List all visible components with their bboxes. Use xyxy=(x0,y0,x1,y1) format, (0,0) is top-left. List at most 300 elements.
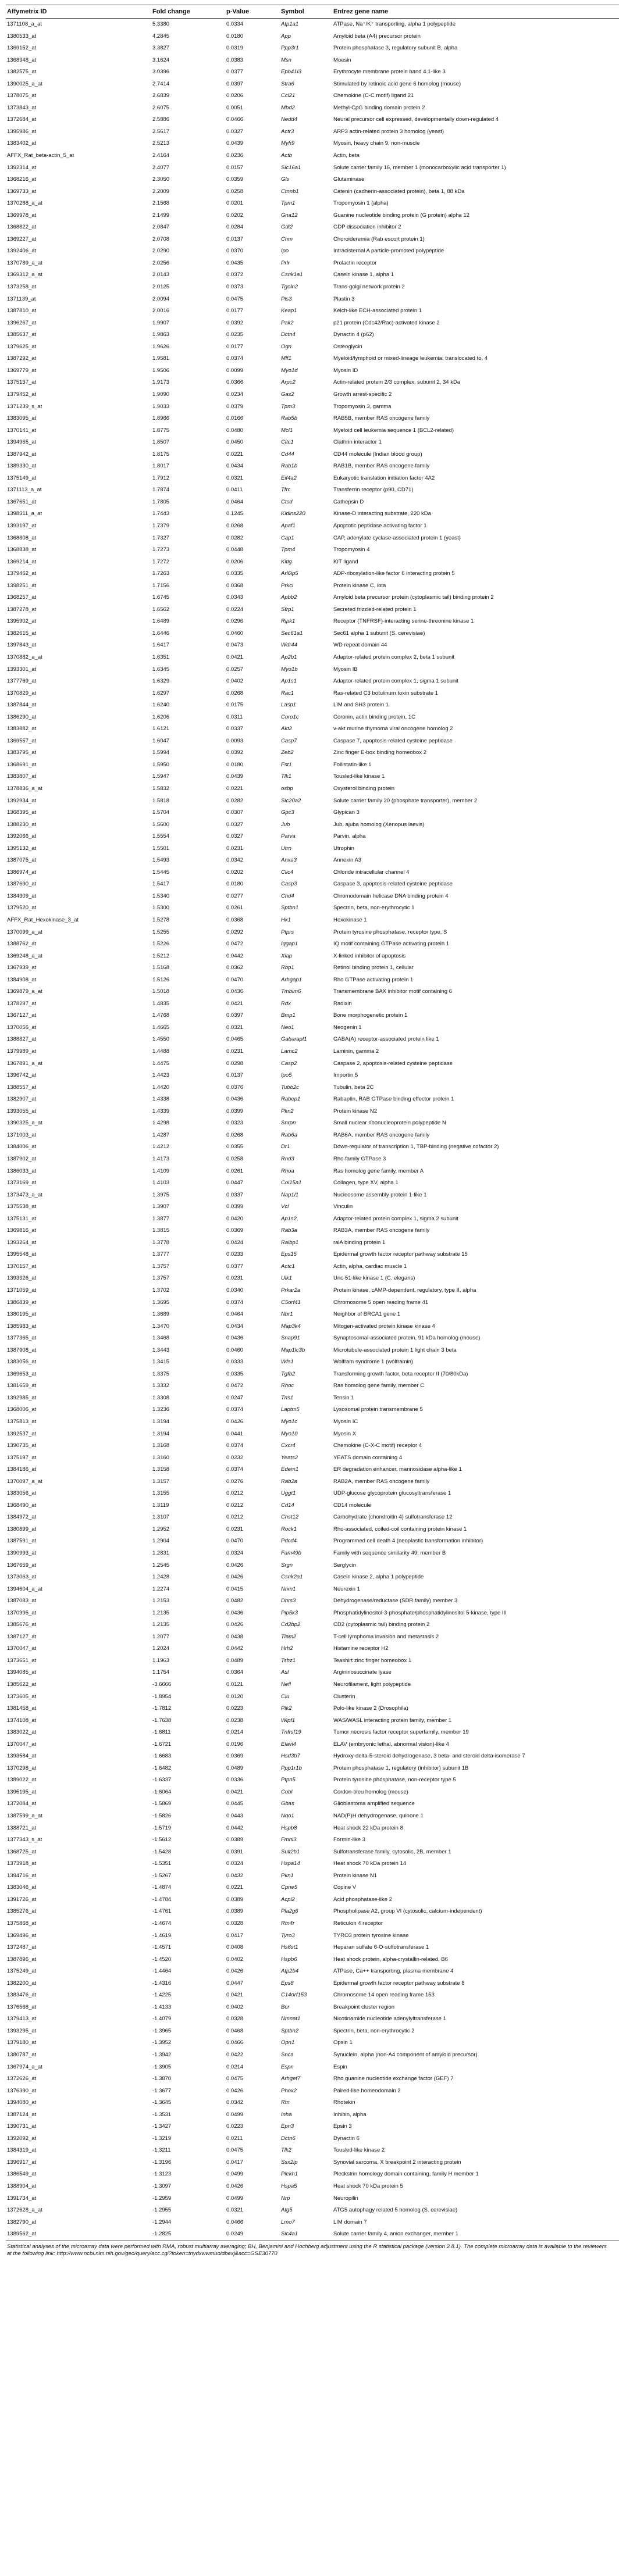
table-row xyxy=(6,150,619,162)
cell-symbol: Elavl4 xyxy=(281,1741,296,1748)
table-row xyxy=(6,1416,619,1428)
cell-affymetrix-id: AFFX_Rat_beta-actin_5_at xyxy=(6,150,151,162)
table-row xyxy=(6,1404,619,1416)
cell-fold-change: 1.7156 xyxy=(151,580,225,592)
cell-p-value: 0.0214 xyxy=(225,1727,280,1739)
table-row xyxy=(6,783,619,795)
cell-affymetrix-id: 1368808_at xyxy=(6,533,151,545)
cell-p-value: 0.0223 xyxy=(226,2123,244,2130)
cell-affymetrix-id: 1386839_at xyxy=(6,1297,151,1309)
table-row xyxy=(6,1022,619,1034)
cell-p-value: 0.0336 xyxy=(225,1774,280,1787)
cell-affymetrix-id: 1398251_at xyxy=(6,580,151,592)
footnote: Statistical analyses of the microarray data were performed with RMA, robust multiarray averaging; BH, Benjamini and Hochberg adjustment using the R statistical package (version 2.8.1). The complete microarray data is available to the reviewers at the following link: http://www.ncbi.nlm.nih.gov/geo/query/acc.cgi?token=tnydxwwmuoidbexj&acc=GSE30770 xyxy=(7,2243,607,2257)
cell-affymetrix-id: 1370288_a_at xyxy=(6,198,151,210)
cell-p-value: 0.0342 xyxy=(226,857,244,864)
cell-symbol: Slc20a2 xyxy=(280,795,332,808)
cell-p-value: 0.0257 xyxy=(226,666,244,673)
cell-gene-name: Dehydrogenase/reductase (SDR family) member 3 xyxy=(333,1598,458,1605)
cell-p-value: 0.0258 xyxy=(225,1153,280,1166)
cell-gene-name: LIM and SH3 protein 1 xyxy=(332,699,619,712)
cell-affymetrix-id: 1391726_at xyxy=(6,1894,151,1906)
cell-symbol: Prkar2a xyxy=(281,1287,301,1294)
cell-affymetrix-id: 1384972_at xyxy=(6,1512,151,1524)
cell-fold-change: -1.4674 xyxy=(151,1918,225,1930)
cell-fold-change: 1.5126 xyxy=(152,976,170,983)
cell-fold-change: 1.5832 xyxy=(152,785,170,792)
cell-symbol: Opn1 xyxy=(280,2037,332,2049)
cell-p-value: 0.0328 xyxy=(225,2013,280,2025)
cell-affymetrix-id: 1392537_at xyxy=(7,1430,37,1437)
cell-gene-name: RAB6A, member RAS oncogene family xyxy=(332,1130,619,1142)
cell-fold-change: 1.5600 xyxy=(151,819,225,831)
table-row xyxy=(6,1810,619,1823)
cell-affymetrix-id: 1386549_at xyxy=(7,2171,37,2178)
table-row xyxy=(6,2085,619,2098)
cell-symbol: Gdi2 xyxy=(280,221,332,234)
table-row xyxy=(6,1476,619,1488)
cell-fold-change: 1.4298 xyxy=(152,1120,170,1127)
cell-p-value: 0.0206 xyxy=(225,556,280,569)
cell-symbol: Neo1 xyxy=(281,1024,294,1031)
cell-fold-change: -1.6683 xyxy=(151,1750,225,1763)
cell-gene-name: Intracisternal A particle-promoted polypeptide xyxy=(332,245,619,258)
cell-gene-name: Myosin ID xyxy=(332,365,619,377)
cell-p-value: 0.0247 xyxy=(225,1392,280,1405)
cell-symbol: Ipo5 xyxy=(281,1072,292,1079)
cell-p-value: 0.0137 xyxy=(226,1072,244,1079)
cell-gene-name: CD14 molecule xyxy=(333,1502,371,1509)
cell-p-value: 0.0436 xyxy=(226,1335,244,1342)
header-fold-change: Fold change xyxy=(151,5,225,19)
cell-gene-name: ER degradation enhancer, mannosidase alpha-like 1 xyxy=(332,1464,619,1476)
cell-affymetrix-id: 1377769_at xyxy=(6,676,151,688)
table-row xyxy=(6,1153,619,1166)
cell-symbol: Dr1 xyxy=(281,1144,290,1151)
cell-p-value: 0.0231 xyxy=(226,1525,244,1532)
cell-affymetrix-id: 1388904_at xyxy=(6,2181,151,2193)
cell-affymetrix-id: 1371108_a_at xyxy=(7,21,42,27)
table-row xyxy=(6,2025,619,2038)
table-row xyxy=(6,1512,619,1524)
cell-affymetrix-id: 1395902_at xyxy=(7,618,37,625)
table-row xyxy=(6,1488,619,1500)
cell-fold-change: -1.4571 xyxy=(151,1942,225,1954)
cell-p-value: 0.0324 xyxy=(226,1550,244,1556)
cell-fold-change: -1.4761 xyxy=(152,1908,172,1915)
cell-affymetrix-id: 1394085_at xyxy=(7,1669,37,1676)
cell-affymetrix-id: 1373258_at xyxy=(7,284,37,291)
cell-fold-change: 1.5445 xyxy=(151,867,225,879)
cell-p-value: 0.0464 xyxy=(226,498,244,505)
cell-fold-change: -1.4079 xyxy=(151,2013,225,2025)
cell-fold-change: 1.2274 xyxy=(151,1584,225,1596)
table-row xyxy=(6,1535,619,1548)
cell-affymetrix-id: 1373843_at xyxy=(6,102,151,115)
cell-p-value: 0.0268 xyxy=(225,1130,280,1142)
table-row xyxy=(6,1715,619,1727)
cell-fold-change: 1.3815 xyxy=(151,1225,225,1237)
cell-p-value: 0.0436 xyxy=(225,986,280,998)
cell-symbol: Coro1c xyxy=(281,713,299,720)
cell-p-value: 0.0472 xyxy=(226,1382,244,1389)
cell-fold-change: 1.7912 xyxy=(152,474,170,481)
cell-p-value: 0.0180 xyxy=(226,881,244,888)
cell-symbol: Uggt1 xyxy=(280,1488,332,1500)
cell-p-value: 0.0424 xyxy=(226,1239,244,1246)
cell-gene-name: Receptor (TNFRSF)-interacting serine-threonine kinase 1 xyxy=(333,618,474,625)
cell-symbol: Ulk1 xyxy=(280,1273,332,1285)
cell-fold-change: 1.3157 xyxy=(152,1478,170,1485)
cell-p-value: 0.0439 xyxy=(225,771,280,783)
cell-fold-change: -1.6721 xyxy=(152,1741,172,1748)
table-row xyxy=(6,294,619,306)
cell-fold-change: -1.3196 xyxy=(151,2157,225,2169)
cell-symbol: Edem1 xyxy=(280,1464,332,1476)
cell-p-value: 0.0421 xyxy=(225,652,280,664)
cell-fold-change: 1.3160 xyxy=(152,1454,170,1461)
cell-p-value: 0.0466 xyxy=(226,116,244,123)
cell-symbol: Sptbn2 xyxy=(281,2027,299,2034)
table-row xyxy=(6,1894,619,1906)
cell-gene-name: Neuropilin xyxy=(333,2195,358,2202)
table-row xyxy=(6,329,619,341)
cell-affymetrix-id: AFFX_Rat_Hexokinase_3_at xyxy=(6,914,151,927)
cell-fold-change: 1.5493 xyxy=(152,857,170,864)
table-row xyxy=(6,2121,619,2133)
cell-affymetrix-id: 1369227_at xyxy=(7,235,37,242)
cell-gene-name: Rho-associated, coiled-coil containing protein kinase 1 xyxy=(333,1525,467,1532)
cell-p-value: 0.0489 xyxy=(226,1764,244,1771)
cell-gene-name: Chromosome 14 open reading frame 153 xyxy=(332,1989,619,2002)
cell-affymetrix-id: 1383476_at xyxy=(6,1989,151,2002)
cell-fold-change: 1.6562 xyxy=(151,604,225,616)
cell-gene-name: Actin, alpha, cardiac muscle 1 xyxy=(333,1263,407,1270)
table-row xyxy=(6,1058,619,1070)
cell-fold-change: 1.3907 xyxy=(151,1201,225,1213)
cell-affymetrix-id: 1369248_a_at xyxy=(7,952,42,959)
cell-gene-name: Chromosome 5 open reading frame 41 xyxy=(332,1297,619,1309)
cell-p-value: 0.0342 xyxy=(226,2099,244,2106)
cell-p-value: 0.0411 xyxy=(225,484,280,496)
cell-p-value: 0.0180 xyxy=(226,761,244,768)
cell-fold-change: 1.6240 xyxy=(151,699,225,712)
cell-symbol: Chd4 xyxy=(280,891,332,903)
cell-fold-change: 2.1568 xyxy=(151,198,225,210)
cell-p-value: 0.0442 xyxy=(226,952,244,959)
cell-affymetrix-id: 1368257_at xyxy=(7,594,37,601)
cell-fold-change: 1.5417 xyxy=(152,881,170,888)
cell-gene-name: Argininosuccinate lyase xyxy=(333,1669,392,1676)
cell-symbol: Rhoc xyxy=(281,1382,294,1389)
cell-symbol: Arl6ip5 xyxy=(281,570,298,577)
cell-gene-name: Tubulin, beta 2C xyxy=(332,1082,619,1094)
table-row xyxy=(6,186,619,198)
cell-affymetrix-id: 1367939_at xyxy=(6,962,151,974)
cell-p-value: 0.0377 xyxy=(226,69,244,76)
cell-gene-name: Epidermal growth factor receptor pathway substrate 15 xyxy=(332,1249,619,1261)
cell-gene-name: Phosphatidylinositol-3-phosphate/phosphatidylinositol 5-kinase, type III xyxy=(332,1607,619,1620)
cell-p-value: 0.0335 xyxy=(226,570,244,577)
cell-gene-name: WAS/WASL interacting protein family, member 1 xyxy=(333,1717,452,1724)
table-row xyxy=(6,520,619,533)
table-row xyxy=(6,998,619,1010)
table-row xyxy=(6,795,619,808)
cell-fold-change: 1.5501 xyxy=(151,843,225,855)
table-row xyxy=(6,437,619,449)
header-symbol: Symbol xyxy=(280,5,332,19)
cell-symbol: Rtn xyxy=(281,2099,290,2106)
cell-symbol: Cd44 xyxy=(281,451,294,458)
cell-symbol: Csnk2a1 xyxy=(281,1574,303,1581)
table-row xyxy=(6,1584,619,1596)
cell-symbol: Dctn4 xyxy=(281,331,296,338)
cell-fold-change: 1.3757 xyxy=(151,1273,225,1285)
table-row xyxy=(6,1966,619,1978)
cell-symbol: Ctsd xyxy=(281,498,293,505)
cell-fold-change: 2.7414 xyxy=(151,78,225,91)
table-row xyxy=(6,1727,619,1739)
cell-symbol: Rock1 xyxy=(281,1525,297,1532)
cell-symbol: Apaf1 xyxy=(281,522,296,529)
cell-affymetrix-id: 1393264_at xyxy=(7,1239,37,1246)
table-row xyxy=(6,2073,619,2085)
cell-gene-name: ATG5 autophagy related 5 homolog (S. cerevisiae) xyxy=(332,2205,619,2217)
table-row xyxy=(6,580,619,592)
cell-p-value: 0.0426 xyxy=(226,1574,244,1581)
cell-gene-name: CD44 molecule (Indian blood group) xyxy=(333,451,422,458)
cell-symbol: Stra6 xyxy=(280,78,332,91)
cell-p-value: 0.0369 xyxy=(225,1225,280,1237)
cell-gene-name: Formin-like 3 xyxy=(333,1837,365,1843)
cell-p-value: 0.0268 xyxy=(226,522,244,529)
cell-gene-name: Cordon-bleu homolog (mouse) xyxy=(333,1788,408,1795)
cell-gene-name: Ras-related C3 botulinum toxin substrate 1 xyxy=(333,689,439,696)
cell-gene-name: ATPase, Na⁺/K⁺ transporting, alpha 1 polypeptide xyxy=(333,21,456,27)
cell-symbol: Cd14 xyxy=(281,1502,294,1509)
cell-p-value: 0.0374 xyxy=(225,1440,280,1452)
cell-gene-name: Clusterin xyxy=(333,1693,355,1700)
table-row xyxy=(6,460,619,473)
cell-gene-name: Prolactin receptor xyxy=(333,259,377,266)
table-row xyxy=(6,1834,619,1846)
table-row xyxy=(6,2133,619,2145)
cell-p-value: 0.0374 xyxy=(226,1406,244,1413)
table-row xyxy=(6,1201,619,1213)
cell-affymetrix-id: 1370047_at xyxy=(7,1741,37,1748)
table-row xyxy=(6,234,619,246)
table-row xyxy=(6,341,619,353)
cell-affymetrix-id: 1373918_at xyxy=(7,1860,37,1867)
cell-affymetrix-id: 1369152_at xyxy=(7,45,37,52)
cell-symbol: Lmo7 xyxy=(281,2218,295,2225)
cell-fold-change: 1.3194 xyxy=(152,1430,170,1437)
cell-fold-change: 1.9907 xyxy=(151,317,225,330)
cell-gene-name: Opsin 1 xyxy=(332,2037,619,2049)
cell-symbol: Dhrs3 xyxy=(281,1598,296,1605)
cell-gene-name: Collagen, type XV, alpha 1 xyxy=(332,1177,619,1189)
cell-affymetrix-id: 1375813_at xyxy=(6,1416,151,1428)
cell-fold-change: 1.8966 xyxy=(151,413,225,425)
cell-fold-change: -1.4520 xyxy=(152,1956,172,1963)
table-row xyxy=(6,365,619,377)
cell-symbol: Tubb2c xyxy=(280,1082,332,1094)
cell-p-value: 0.0258 xyxy=(226,188,244,195)
cell-p-value: 0.0231 xyxy=(226,1048,244,1055)
table-row xyxy=(6,878,619,891)
table-row xyxy=(6,1667,619,1679)
table-row xyxy=(6,1619,619,1631)
cell-gene-name: Utrophin xyxy=(332,843,619,855)
cell-p-value: 0.0426 xyxy=(225,2085,280,2098)
table-row xyxy=(6,2037,619,2049)
cell-fold-change: 2.2009 xyxy=(152,188,170,195)
cell-p-value: 0.0379 xyxy=(226,403,244,410)
cell-affymetrix-id: 1378297_at xyxy=(7,1000,37,1007)
cell-p-value: 0.0489 xyxy=(225,1655,280,1667)
cell-fold-change: 1.3470 xyxy=(151,1321,225,1333)
table-row xyxy=(6,1500,619,1512)
cell-p-value: 0.0417 xyxy=(225,2157,280,2169)
table-row xyxy=(6,688,619,700)
cell-symbol: Gna12 xyxy=(281,212,298,219)
table-row xyxy=(6,771,619,783)
cell-fold-change: 1.4339 xyxy=(151,1106,225,1118)
cell-symbol: Tshz1 xyxy=(280,1655,332,1667)
cell-fold-change: -1.2959 xyxy=(152,2195,172,2202)
cell-affymetrix-id: 1377343_s_at xyxy=(7,1837,42,1843)
cell-p-value: 0.0366 xyxy=(226,379,244,386)
cell-gene-name: Tumor necrosis factor receptor superfamily, member 19 xyxy=(332,1727,619,1739)
cell-p-value: 0.0402 xyxy=(226,1956,244,1963)
table-row xyxy=(6,1428,619,1441)
cell-fold-change: 1.7327 xyxy=(151,533,225,545)
cell-fold-change: 1.4338 xyxy=(152,1096,170,1103)
cell-symbol: Jub xyxy=(280,819,332,831)
table-row xyxy=(6,210,619,222)
cell-symbol: Nefl xyxy=(280,1679,332,1691)
cell-affymetrix-id: 1381458_at xyxy=(6,1703,151,1715)
cell-gene-name: Epidermal growth factor receptor pathway substrate 8 xyxy=(333,1980,465,1987)
table-row xyxy=(6,747,619,759)
table-row xyxy=(6,198,619,210)
cell-gene-name: Hydroxy-delta-5-steroid dehydrogenase, 3 beta- and steroid delta-isomerase 7 xyxy=(332,1750,619,1763)
cell-gene-name: Nicotinamide nucleotide adenylyltransferase 1 xyxy=(332,2013,619,2025)
cell-symbol: Ppp3r1 xyxy=(281,45,299,52)
cell-affymetrix-id: 1392406_at xyxy=(6,245,151,258)
cell-gene-name: Sec61 alpha 1 subunit (S. cerevisiae) xyxy=(332,628,619,640)
cell-fold-change: 1.5950 xyxy=(152,761,170,768)
cell-affymetrix-id: 1373063_at xyxy=(7,1574,37,1581)
cell-affymetrix-id: 1383022_at xyxy=(6,1727,151,1739)
cell-affymetrix-id: 1384006_at xyxy=(7,1144,37,1151)
cell-fold-change: 1.7874 xyxy=(151,484,225,496)
cell-p-value: 0.0180 xyxy=(225,31,280,43)
cell-symbol: Ipo xyxy=(280,245,332,258)
cell-gene-name: Importin 5 xyxy=(333,1072,358,1079)
cell-symbol: Clu xyxy=(281,1693,290,1700)
cell-p-value: 0.0434 xyxy=(225,1321,280,1333)
header-affymetrix-id: Affymetrix ID xyxy=(6,5,151,19)
cell-affymetrix-id: 1387902_at xyxy=(6,1153,151,1166)
cell-gene-name: Carbohydrate (chondroitin 4) sulfotransferase 12 xyxy=(332,1512,619,1524)
cell-affymetrix-id: 1382615_at xyxy=(6,628,151,640)
cell-affymetrix-id: 1387083_at xyxy=(7,1598,37,1605)
cell-p-value: 0.0223 xyxy=(225,1703,280,1715)
cell-symbol: Slc4a1 xyxy=(280,2228,332,2241)
cell-fold-change: -1.6811 xyxy=(151,1727,225,1739)
cell-gene-name: Glioblastoma amplified sequence xyxy=(332,1798,619,1810)
cell-fold-change: -1.5869 xyxy=(151,1798,225,1810)
cell-p-value: 0.0475 xyxy=(226,2147,244,2154)
cell-gene-name: Acid phosphatase-like 2 xyxy=(332,1894,619,1906)
cell-affymetrix-id: 1390993_at xyxy=(7,1550,37,1556)
cell-p-value: 0.0391 xyxy=(225,1846,280,1859)
table-row xyxy=(6,1166,619,1178)
cell-symbol: Csnk1a1 xyxy=(280,269,332,281)
cell-symbol: Fmnl3 xyxy=(281,1837,297,1843)
cell-affymetrix-id: 1388827_at xyxy=(6,1034,151,1046)
cell-affymetrix-id: 1383095_at xyxy=(6,413,151,425)
cell-fold-change: -1.3531 xyxy=(151,2109,225,2121)
table-row xyxy=(6,2013,619,2025)
table-row xyxy=(6,496,619,509)
table-body xyxy=(6,19,619,2241)
cell-fold-change: 1.4287 xyxy=(151,1130,225,1142)
cell-fold-change: 1.4423 xyxy=(152,1072,170,1079)
cell-affymetrix-id: 1387896_at xyxy=(7,1956,37,1963)
cell-affymetrix-id: 1369733_at xyxy=(7,188,37,195)
cell-affymetrix-id: 1396917_at xyxy=(6,2157,151,2169)
cell-symbol: Utrn xyxy=(280,843,332,855)
table-row xyxy=(6,914,619,927)
cell-affymetrix-id: 1371003_at xyxy=(6,1130,151,1142)
cell-fold-change: 2.0143 xyxy=(151,269,225,281)
table-row xyxy=(6,2157,619,2169)
cell-fold-change: 1.5554 xyxy=(152,833,170,840)
table-row xyxy=(6,1942,619,1954)
cell-symbol: Ccl21 xyxy=(281,92,296,99)
cell-gene-name: Polo-like kinase 2 (Drosophila) xyxy=(332,1703,619,1715)
cell-fold-change: 1.4212 xyxy=(152,1144,170,1151)
cell-affymetrix-id: 1367974_a_at xyxy=(6,2061,151,2074)
cell-symbol: Anxa3 xyxy=(281,857,297,864)
table-row xyxy=(6,2205,619,2217)
cell-symbol: Sfrp1 xyxy=(280,604,332,616)
cell-affymetrix-id: 1397843_at xyxy=(7,642,37,649)
cell-affymetrix-id: 1368490_at xyxy=(7,1502,37,1509)
cell-gene-name: Ras homolog gene family, member A xyxy=(333,1167,424,1174)
cell-fold-change: -1.6337 xyxy=(151,1774,225,1787)
table-row xyxy=(6,2228,619,2241)
cell-p-value: 0.0333 xyxy=(226,1359,244,1366)
cell-fold-change: 2.0094 xyxy=(151,294,225,306)
cell-symbol: Tiam2 xyxy=(280,1631,332,1644)
cell-gene-name: Caspase 7, apoptosis-related cysteine peptidase xyxy=(333,737,453,744)
cell-affymetrix-id: 1378836_a_at xyxy=(7,785,42,792)
cell-p-value: 0.0324 xyxy=(226,1860,244,1867)
cell-affymetrix-id: 1384186_at xyxy=(6,1464,151,1476)
table-row xyxy=(6,413,619,425)
cell-p-value: 0.0282 xyxy=(225,533,280,545)
table-row xyxy=(6,1918,619,1930)
table-row xyxy=(6,174,619,186)
cell-fold-change: 1.3375 xyxy=(151,1369,225,1381)
cell-symbol: Rtn4r xyxy=(280,1918,332,1930)
cell-symbol: Ap2b1 xyxy=(280,652,332,664)
table-row xyxy=(6,867,619,879)
cell-gene-name: Amyloid beta (A4) precursor protein xyxy=(332,31,619,43)
